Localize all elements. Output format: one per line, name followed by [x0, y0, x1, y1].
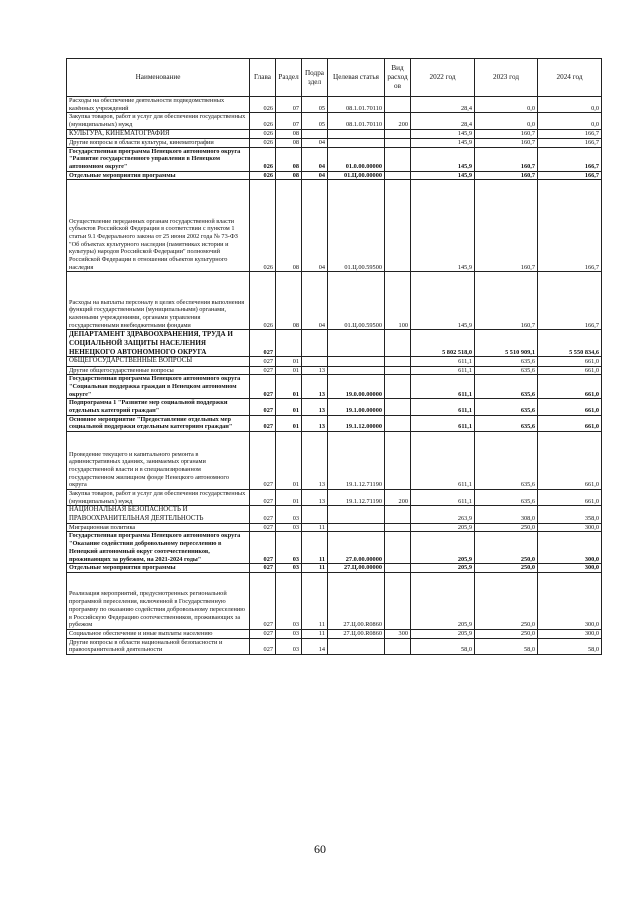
cell-expense-type: [385, 523, 411, 532]
cell-glava: 027: [250, 523, 276, 532]
cell-name: Закупка товаров, работ и услуг для обеспечения государственных (муниципальных) нужд: [67, 489, 250, 505]
cell-target-article: 19.1.12.71190: [328, 489, 385, 505]
cell-glava: 027: [250, 629, 276, 638]
cell-target-article: 01.Ц.00.59500: [328, 272, 385, 330]
cell-glava: 027: [250, 399, 276, 415]
cell-name: Социальное обеспечение и иные выплаты населению: [67, 629, 250, 638]
cell-expense-type: 200: [385, 113, 411, 129]
cell-glava: 027: [250, 366, 276, 375]
cell-razdel: 01: [276, 489, 302, 505]
cell-glava: 026: [250, 272, 276, 330]
cell-year-2022: 611,1: [411, 489, 475, 505]
cell-year-2022: 205,9: [411, 564, 475, 573]
cell-expense-type: [385, 572, 411, 629]
cell-target-article: [328, 357, 385, 366]
cell-year-2022: 28,4: [411, 97, 475, 113]
cell-year-2024: 166,7: [538, 138, 602, 147]
cell-name: Отдельные мероприятия программы: [67, 564, 250, 573]
cell-razdel: 08: [276, 180, 302, 272]
cell-year-2023: 0,0: [475, 97, 538, 113]
table-row: [67, 129, 602, 138]
cell-razdel: 01: [276, 431, 302, 489]
cell-glava: 027: [250, 431, 276, 489]
cell-razdel: 03: [276, 629, 302, 638]
cell-glava: 026: [250, 180, 276, 272]
cell-podrazdel: 04: [302, 272, 328, 330]
cell-target-article: 01.Ц.00.00000: [328, 171, 385, 180]
cell-glava: 027: [250, 357, 276, 366]
cell-year-2024: 166,7: [538, 180, 602, 272]
cell-year-2024: 166,7: [538, 272, 602, 330]
cell-expense-type: 100: [385, 272, 411, 330]
cell-target-article: 19.1.12.00000: [328, 415, 385, 431]
cell-podrazdel: 13: [302, 399, 328, 415]
cell-year-2023: 308,0: [475, 506, 538, 524]
table-row: [67, 113, 602, 129]
cell-razdel: [276, 330, 302, 357]
cell-year-2023: 160,7: [475, 129, 538, 138]
table-row: [67, 415, 602, 431]
cell-name: Миграционная политика: [67, 523, 250, 532]
cell-glava: 026: [250, 113, 276, 129]
cell-name: КУЛЬТУРА, КИНЕМАТОГРАФИЯ: [67, 129, 250, 138]
cell-year-2022: 205,9: [411, 523, 475, 532]
cell-expense-type: [385, 330, 411, 357]
table-row: [67, 431, 602, 489]
cell-expense-type: 200: [385, 489, 411, 505]
table-row: [67, 272, 602, 330]
cell-podrazdel: 11: [302, 564, 328, 573]
cell-target-article: 27.Ц.00.00000: [328, 564, 385, 573]
cell-year-2022: 611,1: [411, 366, 475, 375]
cell-name: Государственная программа Ненецкого автономного округа "Развитие государственного управления в Ненецком автономном округе": [67, 147, 250, 171]
cell-year-2022: 145,9: [411, 171, 475, 180]
table-row: [67, 366, 602, 375]
table-row: [67, 523, 602, 532]
cell-year-2023: 5 510 909,1: [475, 330, 538, 357]
cell-year-2022: 145,9: [411, 129, 475, 138]
cell-year-2023: 160,7: [475, 272, 538, 330]
cell-year-2022: 263,9: [411, 506, 475, 524]
cell-year-2024: 300,0: [538, 532, 602, 564]
cell-expense-type: [385, 399, 411, 415]
table-row: [67, 330, 602, 357]
cell-name: Отдельные мероприятия программы: [67, 171, 250, 180]
cell-expense-type: [385, 638, 411, 654]
table-row: [67, 564, 602, 573]
header-year-2022: 2022 год: [411, 59, 475, 97]
cell-name: Государственная программа Ненецкого автономного округа "Социальная поддержка граждан в Ненецком автономном округе": [67, 375, 250, 399]
table-row: [67, 638, 602, 654]
cell-year-2023: 635,6: [475, 357, 538, 366]
table-row: [67, 171, 602, 180]
cell-target-article: [328, 523, 385, 532]
cell-podrazdel: 05: [302, 97, 328, 113]
cell-expense-type: [385, 564, 411, 573]
cell-podrazdel: 11: [302, 572, 328, 629]
table-row: [67, 572, 602, 629]
cell-podrazdel: 13: [302, 489, 328, 505]
cell-podrazdel: [302, 506, 328, 524]
table-row: [67, 138, 602, 147]
cell-podrazdel: 11: [302, 629, 328, 638]
cell-expense-type: [385, 97, 411, 113]
cell-glava: 026: [250, 147, 276, 171]
cell-podrazdel: 13: [302, 431, 328, 489]
cell-razdel: 01: [276, 357, 302, 366]
cell-target-article: 08.1.01.70110: [328, 97, 385, 113]
cell-year-2023: 0,0: [475, 113, 538, 129]
table-row: [67, 180, 602, 272]
cell-year-2024: 5 550 834,6: [538, 330, 602, 357]
cell-podrazdel: [302, 129, 328, 138]
cell-podrazdel: [302, 357, 328, 366]
cell-glava: 027: [250, 375, 276, 399]
cell-glava: 027: [250, 532, 276, 564]
cell-year-2022: 28,4: [411, 113, 475, 129]
cell-razdel: 03: [276, 523, 302, 532]
header-target-article: Целевая статья: [328, 59, 385, 97]
cell-expense-type: [385, 366, 411, 375]
cell-year-2024: 661,0: [538, 366, 602, 375]
cell-expense-type: [385, 171, 411, 180]
cell-year-2023: 635,6: [475, 399, 538, 415]
table-row: [67, 97, 602, 113]
cell-year-2024: 300,0: [538, 564, 602, 573]
cell-podrazdel: 11: [302, 523, 328, 532]
header-name: Наименование: [67, 59, 250, 97]
header-expense-type: Вид расходов: [385, 59, 411, 97]
cell-year-2024: 0,0: [538, 97, 602, 113]
cell-target-article: 27.0.00.00000: [328, 532, 385, 564]
cell-year-2022: 205,9: [411, 629, 475, 638]
cell-podrazdel: 04: [302, 138, 328, 147]
cell-razdel: 07: [276, 97, 302, 113]
page-number: 60: [314, 842, 326, 856]
budget-table: [66, 58, 602, 655]
cell-year-2024: 661,0: [538, 375, 602, 399]
cell-expense-type: [385, 506, 411, 524]
cell-expense-type: 300: [385, 629, 411, 638]
cell-expense-type: [385, 129, 411, 138]
cell-year-2024: 300,0: [538, 629, 602, 638]
cell-year-2023: 58,0: [475, 638, 538, 654]
cell-glava: 026: [250, 138, 276, 147]
cell-expense-type: [385, 415, 411, 431]
cell-razdel: 03: [276, 638, 302, 654]
cell-razdel: 03: [276, 564, 302, 573]
cell-name: ДЕПАРТАМЕНТ ЗДРАВООХРАНЕНИЯ, ТРУДА И СОЦИАЛЬНОЙ ЗАЩИТЫ НАСЕЛЕНИЯ НЕНЕЦКОГО АВТОНОМНОГО ОКРУГА: [67, 330, 250, 357]
cell-year-2022: 58,0: [411, 638, 475, 654]
cell-year-2022: 145,9: [411, 138, 475, 147]
cell-expense-type: [385, 431, 411, 489]
table-row: [67, 532, 602, 564]
table-header-row: [67, 59, 602, 97]
cell-year-2024: 166,7: [538, 147, 602, 171]
cell-podrazdel: 13: [302, 366, 328, 375]
cell-target-article: 27.Ц.00.R0860: [328, 629, 385, 638]
cell-year-2023: 250,0: [475, 572, 538, 629]
cell-year-2024: 166,7: [538, 171, 602, 180]
cell-year-2022: 145,9: [411, 147, 475, 171]
cell-year-2023: 250,0: [475, 564, 538, 573]
cell-podrazdel: [302, 330, 328, 357]
cell-glava: 027: [250, 572, 276, 629]
cell-target-article: [328, 366, 385, 375]
cell-year-2022: 145,9: [411, 180, 475, 272]
header-podrazdel: Подраздел: [302, 59, 328, 97]
cell-glava: 026: [250, 171, 276, 180]
cell-year-2022: 611,1: [411, 375, 475, 399]
cell-target-article: 01.Ц.00.59500: [328, 180, 385, 272]
cell-razdel: 01: [276, 375, 302, 399]
cell-year-2023: 250,0: [475, 523, 538, 532]
cell-year-2023: 250,0: [475, 629, 538, 638]
cell-razdel: 03: [276, 506, 302, 524]
cell-razdel: 03: [276, 532, 302, 564]
cell-target-article: [328, 330, 385, 357]
cell-razdel: 01: [276, 366, 302, 375]
cell-target-article: 08.1.01.70110: [328, 113, 385, 129]
cell-year-2024: 661,0: [538, 357, 602, 366]
cell-year-2024: 358,0: [538, 506, 602, 524]
cell-year-2023: 160,7: [475, 171, 538, 180]
header-year-2024: 2024 год: [538, 59, 602, 97]
cell-razdel: 08: [276, 129, 302, 138]
cell-year-2024: 300,0: [538, 523, 602, 532]
cell-year-2022: 205,9: [411, 532, 475, 564]
cell-razdel: 08: [276, 138, 302, 147]
cell-name: Другие вопросы в области культуры, кинематографии: [67, 138, 250, 147]
cell-year-2023: 635,6: [475, 366, 538, 375]
cell-name: Проведение текущего и капитального ремонта в административных зданиях, занимаемых органами государственной власти и в специализированном государственном жилищном фонде Ненецкого автономного округа: [67, 431, 250, 489]
cell-expense-type: [385, 147, 411, 171]
cell-razdel: 08: [276, 171, 302, 180]
cell-name: НАЦИОНАЛЬНАЯ БЕЗОПАСНОСТЬ И ПРАВООХРАНИТЕЛЬНАЯ ДЕЯТЕЛЬНОСТЬ: [67, 506, 250, 524]
cell-target-article: 27.Ц.00.R0860: [328, 572, 385, 629]
cell-name: Другие общегосударственные вопросы: [67, 366, 250, 375]
cell-year-2022: 5 802 518,0: [411, 330, 475, 357]
table-row: [67, 375, 602, 399]
budget-table-container: [66, 58, 601, 655]
cell-year-2023: 635,6: [475, 431, 538, 489]
cell-expense-type: [385, 357, 411, 366]
cell-year-2022: 611,1: [411, 399, 475, 415]
cell-name: Подпрограмма 1 "Развитие мер социальной поддержки отдельных категорий граждан": [67, 399, 250, 415]
cell-name: Другие вопросы в области национальной безопасности и правоохранительной деятельности: [67, 638, 250, 654]
cell-name: Государственная программа Ненецкого автономного округа "Оказание содействия добровольному переселению в Ненецкий автономный округ соотечественников, проживающих за рубежом, на 2021-2024 годы": [67, 532, 250, 564]
cell-target-article: 19.0.00.00000: [328, 375, 385, 399]
cell-name: ОБЩЕГОСУДАРСТВЕННЫЕ ВОПРОСЫ: [67, 357, 250, 366]
cell-year-2024: 166,7: [538, 129, 602, 138]
cell-target-article: 19.1.12.71190: [328, 431, 385, 489]
table-row: [67, 147, 602, 171]
table-row: [67, 629, 602, 638]
cell-year-2022: 611,1: [411, 357, 475, 366]
cell-glava: 026: [250, 129, 276, 138]
cell-expense-type: [385, 375, 411, 399]
cell-year-2023: 160,7: [475, 147, 538, 171]
cell-name: Осуществление переданных органам государственной власти субъектов Российской Федерации в соответствии с пунктом 1 статьи 9.1 Федерального закона от 25 июня 2002 года № 73-ФЗ "Об объектах культурного наследия (памятниках истории и культуры) народов Российской Федерации" полномочий Российской Федерации в отношении объектов культурного наследия: [67, 180, 250, 272]
table-row: [67, 489, 602, 505]
cell-podrazdel: 14: [302, 638, 328, 654]
cell-glava: 027: [250, 638, 276, 654]
cell-target-article: [328, 129, 385, 138]
header-glava: Глава: [250, 59, 276, 97]
cell-target-article: 01.0.00.00000: [328, 147, 385, 171]
cell-year-2024: 0,0: [538, 113, 602, 129]
cell-year-2023: 635,6: [475, 489, 538, 505]
cell-glava: 027: [250, 564, 276, 573]
cell-year-2022: 205,9: [411, 572, 475, 629]
cell-name: Закупка товаров, работ и услуг для обеспечения государственных (муниципальных) нужд: [67, 113, 250, 129]
cell-razdel: 01: [276, 399, 302, 415]
cell-name: Расходы на выплаты персоналу в целях обеспечения выполнения функций государственными (муниципальными) органами, казенными учреждениями, органами управления государственными внебюджетными фондами: [67, 272, 250, 330]
cell-expense-type: [385, 532, 411, 564]
cell-podrazdel: 05: [302, 113, 328, 129]
cell-year-2022: 611,1: [411, 415, 475, 431]
cell-name: Реализация мероприятий, предусмотренных региональной программой переселения, включенной в Государственную программу по оказанию содействия добровольному переселению в Российскую Федерацию соотечественников, проживающих за рубежом: [67, 572, 250, 629]
cell-target-article: [328, 506, 385, 524]
cell-name: Расходы на обеспечение деятельности подведомственных казённых учреждений: [67, 97, 250, 113]
cell-glava: 027: [250, 415, 276, 431]
cell-expense-type: [385, 180, 411, 272]
cell-year-2024: 661,0: [538, 399, 602, 415]
cell-year-2024: 661,0: [538, 415, 602, 431]
cell-year-2023: 635,6: [475, 375, 538, 399]
cell-year-2023: 160,7: [475, 138, 538, 147]
cell-year-2023: 635,6: [475, 415, 538, 431]
header-razdel: Раздел: [276, 59, 302, 97]
cell-year-2023: 250,0: [475, 532, 538, 564]
cell-podrazdel: 04: [302, 180, 328, 272]
cell-year-2023: 160,7: [475, 180, 538, 272]
table-row: [67, 357, 602, 366]
cell-razdel: 01: [276, 415, 302, 431]
cell-year-2022: 145,9: [411, 272, 475, 330]
cell-expense-type: [385, 138, 411, 147]
cell-razdel: 08: [276, 147, 302, 171]
table-row: [67, 506, 602, 524]
cell-glava: 027: [250, 330, 276, 357]
cell-podrazdel: 04: [302, 171, 328, 180]
cell-razdel: 08: [276, 272, 302, 330]
cell-name: Основное мероприятие "Предоставление отдельных мер социальной поддержки отдельным категориям граждан": [67, 415, 250, 431]
cell-glava: 027: [250, 489, 276, 505]
cell-year-2022: 611,1: [411, 431, 475, 489]
cell-glava: 027: [250, 506, 276, 524]
table-row: [67, 399, 602, 415]
cell-target-article: [328, 138, 385, 147]
cell-podrazdel: 11: [302, 532, 328, 564]
cell-razdel: 07: [276, 113, 302, 129]
cell-podrazdel: 13: [302, 375, 328, 399]
cell-year-2024: 661,0: [538, 489, 602, 505]
cell-podrazdel: 13: [302, 415, 328, 431]
cell-target-article: [328, 638, 385, 654]
cell-razdel: 03: [276, 572, 302, 629]
cell-podrazdel: 04: [302, 147, 328, 171]
cell-year-2024: 661,0: [538, 431, 602, 489]
cell-year-2024: 300,0: [538, 572, 602, 629]
table-body: [67, 97, 602, 655]
cell-glava: 026: [250, 97, 276, 113]
header-year-2023: 2023 год: [475, 59, 538, 97]
cell-target-article: 19.1.00.00000: [328, 399, 385, 415]
cell-year-2024: 58,0: [538, 638, 602, 654]
